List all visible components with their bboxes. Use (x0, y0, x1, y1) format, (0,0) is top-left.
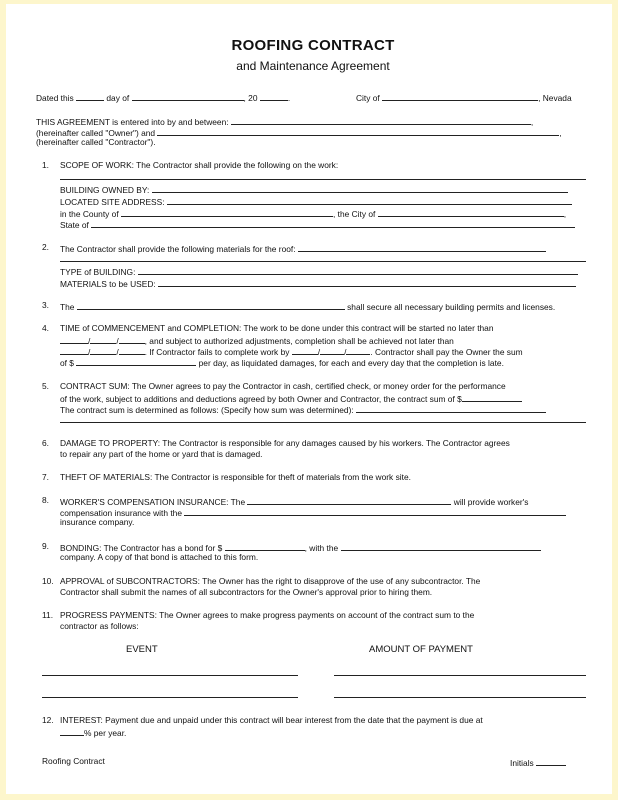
s12-l2-text: % per year. (84, 728, 127, 738)
s2-num: 2. (42, 242, 49, 252)
s3-line (60, 300, 555, 313)
month-blank[interactable] (132, 91, 244, 101)
county-blank[interactable] (121, 207, 333, 217)
amount-blank-2[interactable] (334, 697, 586, 698)
agreement-line3: (hereinafter called "Contractor"). (36, 137, 156, 147)
s1-county-label: in the County of (60, 209, 119, 219)
s8-l3: insurance company. (60, 517, 135, 527)
s10-l1: APPROVAL of SUBCONTRACTORS: The Owner has the right to disapprove of the use of any subcontractor. The (60, 576, 481, 586)
s8-num: 8. (42, 495, 49, 505)
event-blank-1[interactable] (42, 675, 298, 676)
permit-party-blank[interactable] (77, 300, 345, 310)
s4-l3a: . If Contractor fails to complete work by (144, 347, 290, 357)
amount-blank-1[interactable] (334, 675, 586, 676)
contractor-name-blank[interactable] (157, 126, 559, 136)
s9-l1a: BONDING: The Contractor has a bond for $ (60, 543, 223, 553)
s12-l2 (60, 726, 126, 739)
s5-num: 5. (42, 381, 49, 391)
building-owner-blank[interactable] (152, 183, 568, 193)
s7-l1: THEFT OF MATERIALS: The Contractor is responsible for theft of materials from the work site. (60, 472, 411, 482)
end-year-blank[interactable] (119, 345, 145, 355)
s4-l4b: per day, as liquidated damages, for each and every day that the completion is late. (198, 358, 504, 368)
bond-amount-blank[interactable] (225, 541, 305, 551)
s1-county-line: in the County of , the City of , (60, 209, 567, 219)
city-of-blank[interactable] (378, 207, 564, 217)
s5-l2-text: of the work, subject to additions and deductions agreed by both Owner and Contractor, the contract sum of $ (60, 394, 462, 404)
agreement-line1: THIS AGREEMENT is entered into by and between: , (36, 117, 534, 127)
footer-initials (510, 756, 566, 769)
event-column-header: EVENT (126, 644, 158, 655)
s8-l2 (60, 506, 566, 519)
s3-tail: shall secure all necessary building permits and licenses. (347, 302, 556, 312)
city-of-label: City of (356, 93, 380, 103)
s5-l3 (60, 403, 546, 416)
dated-label: Dated this (36, 93, 74, 103)
end-day-blank[interactable] (90, 345, 116, 355)
s2-text: The Contractor shall provide the following materials for the roof: (60, 244, 296, 254)
insurance-party-blank[interactable] (247, 495, 451, 505)
start-day-blank[interactable] (90, 334, 116, 344)
s2-materials-line (60, 277, 576, 290)
materials-blank1[interactable] (298, 242, 546, 252)
s4-l3b: . Contractor shall pay the Owner the sum (370, 347, 523, 357)
year-label: , 20 (243, 93, 258, 103)
agreement-line2: (hereinafter called "Owner") and , (36, 128, 562, 138)
s1-state-label: State of (60, 220, 89, 230)
s2-materials-label: MATERIALS to be USED: (60, 279, 156, 289)
year-blank[interactable] (260, 91, 288, 101)
s8-l1a: WORKER'S COMPENSATION INSURANCE: The (60, 497, 246, 507)
s5-blank-line[interactable] (60, 422, 586, 423)
s11-l1: PROGRESS PAYMENTS: The Owner agrees to make progress payments on account of the contract sum to the (60, 610, 475, 620)
city-line (356, 91, 572, 104)
s4-l4 (60, 356, 504, 369)
s4-l2-text: , and subject to authorized adjustments, completion shall be achieved not later than (144, 336, 454, 346)
start-month-blank[interactable] (60, 334, 88, 344)
s2-type-label: TYPE of BUILDING: (60, 267, 136, 277)
s1-num: 1. (42, 160, 49, 170)
s6-num: 6. (42, 438, 49, 448)
end-month-blank[interactable] (60, 345, 88, 355)
late-month-blank[interactable] (292, 345, 318, 355)
document-subtitle: and Maintenance Agreement (236, 59, 390, 73)
s8-l2-text: compensation insurance with the (60, 508, 182, 518)
s4-l3: / / . If Contractor fails to complete work by / / . Contractor shall pay the Owner the sum (60, 345, 523, 358)
s5-l3-text: The contract sum is determined as follows: (Specify how sum was determined): (60, 405, 354, 415)
s11-num: 11. (42, 610, 54, 620)
building-type-blank[interactable] (138, 265, 578, 275)
s3-the: The (60, 302, 75, 312)
sum-determination-blank[interactable] (356, 403, 546, 413)
start-year-blank[interactable] (119, 334, 145, 344)
s1-city-label: , the City of (333, 209, 376, 219)
s6-l2: to repair any part of the home or yard that is damaged. (60, 449, 263, 459)
s2-blank2[interactable] (60, 261, 586, 262)
day-of-label: day of (106, 93, 130, 103)
agreement-text2: (hereinafter called "Owner") and (36, 128, 156, 138)
s10-l2: Contractor shall submit the names of all subcontractors for the Owner's approval prior to hiring them. (60, 587, 433, 597)
s1-site-label: LOCATED SITE ADDRESS: (60, 197, 165, 207)
s1-text: SCOPE OF WORK: The Contractor shall provide the following on the work: (60, 160, 339, 170)
s1-building-label: BUILDING OWNED BY: (60, 185, 150, 195)
bond-company-blank[interactable] (341, 541, 541, 551)
s4-num: 4. (42, 323, 49, 333)
s7-num: 7. (42, 472, 49, 482)
state-label: , Nevada (538, 93, 572, 103)
s9-l2: company. A copy of that bond is attached to this form. (60, 552, 259, 562)
initials-label: Initials (510, 758, 534, 768)
s1-blank1[interactable] (60, 179, 586, 180)
initials-blank[interactable] (536, 756, 566, 766)
s9-l1b: , with the (304, 543, 339, 553)
s1-state-line (60, 218, 575, 231)
s3-num: 3. (42, 300, 49, 310)
s8-l1b: will provide worker's (453, 497, 529, 507)
footer-left: Roofing Contract (42, 756, 105, 766)
event-blank-2[interactable] (42, 697, 298, 698)
late-year-blank[interactable] (346, 345, 370, 355)
s4-l1: TIME of COMMENCEMENT and COMPLETION: The work to be done under this contract will be started no later than (60, 323, 494, 333)
s6-l1: DAMAGE TO PROPERTY: The Contractor is responsible for any damages caused by his workers. The Contractor agrees (60, 438, 510, 448)
document-sheet (6, 4, 612, 794)
site-address-blank[interactable] (167, 195, 572, 205)
materials-used-blank[interactable] (158, 277, 576, 287)
dated-line: Dated this day of , 20 . (36, 93, 291, 103)
day-blank[interactable] (76, 91, 104, 101)
document-title: ROOFING CONTRACT (231, 37, 395, 54)
damages-amount-blank[interactable] (76, 356, 196, 366)
s9-num: 9. (42, 541, 49, 551)
insurance-company-blank[interactable] (184, 506, 566, 516)
s4-l4a: of $ (60, 358, 74, 368)
s12-l1: INTEREST: Payment due and unpaid under this contract will bear interest from the date that the payment is due at (60, 715, 483, 725)
late-day-blank[interactable] (320, 345, 344, 355)
owner-name-blank[interactable] (231, 115, 531, 125)
amount-column-header: AMOUNT OF PAYMENT (369, 644, 473, 655)
agreement-text1: THIS AGREEMENT is entered into by and between: (36, 117, 229, 127)
s4-l2: / / , and subject to authorized adjustments, completion shall be achieved not later than (60, 334, 454, 347)
s12-num: 12. (42, 715, 54, 725)
s11-l2: contractor as follows: (60, 621, 139, 631)
interest-rate-blank[interactable] (60, 726, 84, 736)
contract-sum-blank[interactable] (462, 392, 522, 402)
s10-num: 10. (42, 576, 54, 586)
city-blank[interactable] (382, 91, 538, 101)
s5-l1: CONTRACT SUM: The Owner agrees to pay the Contractor in cash, certified check, or money order for the performance (60, 381, 506, 391)
s2-line1 (60, 242, 546, 255)
state-blank[interactable] (91, 218, 575, 228)
